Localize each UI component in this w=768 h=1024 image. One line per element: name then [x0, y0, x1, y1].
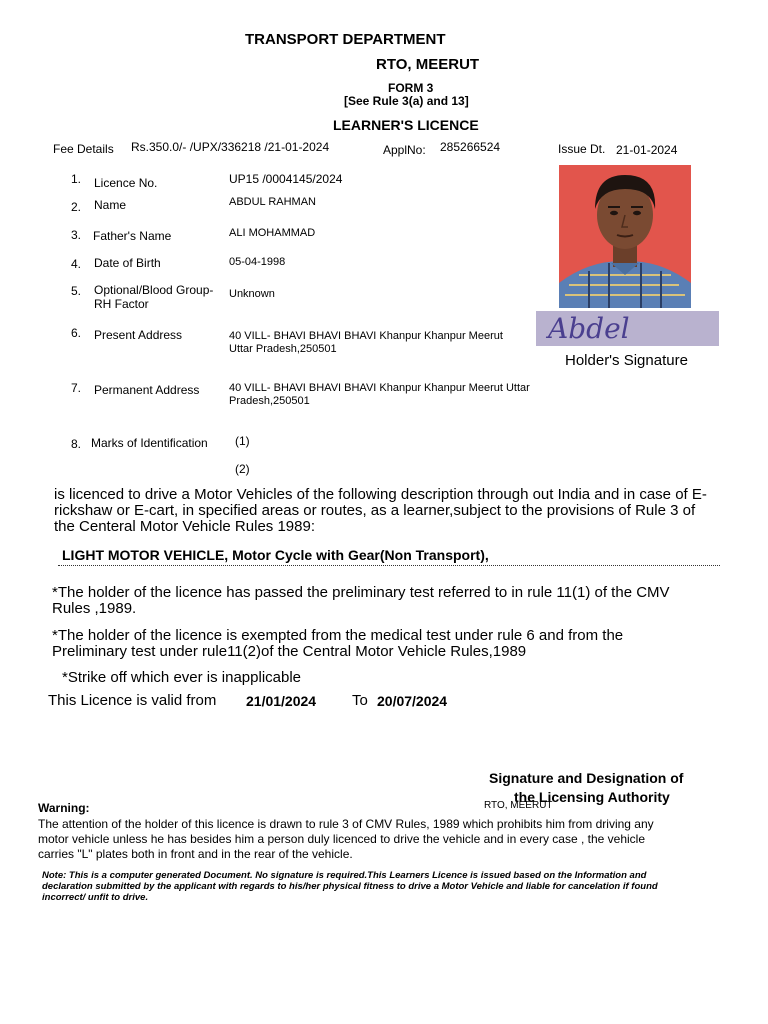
field-number: 7. [71, 381, 82, 395]
present-address-line1: 40 VILL- BHAVI BHAVI BHAVI Khanpur Khanpur Meerut [229, 330, 503, 342]
authority-line2: the Licensing Authority [514, 789, 670, 805]
issue-date-label: Issue Dt. [558, 142, 606, 156]
warning-line2: motor vehicle unless he has besides him a person duly licenced to drive the vehicle and in every case , the vehicle [38, 832, 646, 846]
warning-title: Warning: [38, 801, 90, 815]
validity-label: This Licence is valid from [48, 692, 217, 709]
signature-scribble: Abdel [548, 312, 630, 345]
note-line2: declaration submitted by the applicant with regards to his/her physical fitness to drive a Motor Vehicle and liable for cancelation if found [42, 881, 658, 892]
holder-photo-image [559, 165, 691, 308]
authority-office: RTO, MEERUT [484, 800, 553, 811]
permanent-address-label: Permanent Address [94, 383, 200, 397]
name-label: Name [94, 198, 127, 212]
note-3: *Strike off which ever is inapplicable [62, 669, 302, 686]
issue-date-value: 21-01-2024 [616, 143, 678, 157]
licence-text-line2: rickshaw or E-cart, in specified areas or routes, as a learner,subject to the provisions of Rule 3 of [54, 502, 696, 519]
authority-line1: Signature and Designation of [489, 770, 684, 786]
appl-no-label: ApplNo: [383, 143, 426, 157]
name-value: ABDUL RAHMAN [229, 196, 316, 208]
field-number: 6. [71, 326, 82, 340]
blood-group-value: Unknown [229, 288, 275, 300]
present-address-line2: Uttar Pradesh,250501 [229, 343, 337, 355]
vehicle-class-underline [58, 565, 720, 566]
field-number: 5. [71, 284, 82, 298]
rule-reference: [See Rule 3(a) and 13] [344, 94, 469, 108]
permanent-address-line2: Pradesh,250501 [229, 395, 310, 407]
note-2-line1: *The holder of the licence is exempted from the medical test under rule 6 and from the [52, 627, 624, 644]
field-number: 4. [71, 257, 82, 271]
marks-label: Marks of Identification [91, 436, 208, 450]
appl-no-value: 285266524 [440, 140, 501, 154]
blood-group-label-2: RH Factor [94, 297, 149, 311]
note-line1: Note: This is a computer generated Document. No signature is required.This Learners Licence is issued based on the Information and [42, 870, 647, 881]
note-1-line2: Rules ,1989. [52, 600, 137, 617]
valid-to-label: To [352, 692, 368, 709]
mark-1: (1) [235, 434, 250, 448]
blood-group-label: Optional/Blood Group- [94, 283, 214, 297]
holder-photo [559, 165, 691, 308]
field-number: 2. [71, 200, 82, 214]
fee-label: Fee Details [53, 142, 114, 156]
vehicle-class: LIGHT MOTOR VEHICLE, Motor Cycle with Gear(Non Transport), [62, 547, 489, 563]
licence-no-value: UP15 /0004145/2024 [229, 172, 343, 186]
field-number: 3. [71, 228, 82, 242]
form-number: FORM 3 [388, 81, 434, 95]
licence-no-label: Licence No. [94, 176, 158, 190]
signature-image [536, 311, 719, 346]
field-number: 1. [71, 172, 82, 186]
note-1-line1: *The holder of the licence has passed the preliminary test referred to in rule 11(1) of the CMV [52, 584, 670, 601]
licence-text-line3: the Centeral Motor Vehicle Rules 1989: [54, 518, 315, 535]
holder-signature [536, 311, 719, 346]
warning-line3: carries "L" plates both in front and in the rear of the vehicle. [38, 847, 353, 861]
document-title: LEARNER'S LICENCE [333, 117, 479, 133]
valid-to: 20/07/2024 [377, 693, 448, 709]
warning-line1: The attention of the holder of this licence is drawn to rule 3 of CMV Rules, 1989 which prohibits him from driving any [38, 817, 654, 831]
note-line3: incorrect/ unfit to drive. [42, 892, 149, 903]
signature-caption: Holder's Signature [565, 352, 688, 369]
office-title: RTO, MEERUT [376, 56, 480, 73]
present-address-label: Present Address [94, 328, 183, 342]
fee-value: Rs.350.0/- /UPX/336218 /21-01-2024 [131, 140, 330, 154]
dob-value: 05-04-1998 [229, 256, 286, 268]
permanent-address-line1: 40 VILL- BHAVI BHAVI BHAVI Khanpur Khanpur Meerut Uttar [229, 382, 530, 394]
fathers-name-label: Father's Name [93, 229, 172, 243]
dob-label: Date of Birth [94, 256, 161, 270]
department-title: TRANSPORT DEPARTMENT [245, 31, 446, 48]
licence-text-line1: is licenced to drive a Motor Vehicles of the following description through out India and in case of E- [54, 486, 707, 503]
note-2-line2: Preliminary test under rule11(2)of the Central Motor Vehicle Rules,1989 [52, 643, 527, 660]
field-number: 8. [71, 437, 82, 451]
mark-2: (2) [235, 462, 250, 476]
valid-from: 21/01/2024 [246, 693, 317, 709]
fathers-name-value: ALI MOHAMMAD [229, 227, 316, 239]
